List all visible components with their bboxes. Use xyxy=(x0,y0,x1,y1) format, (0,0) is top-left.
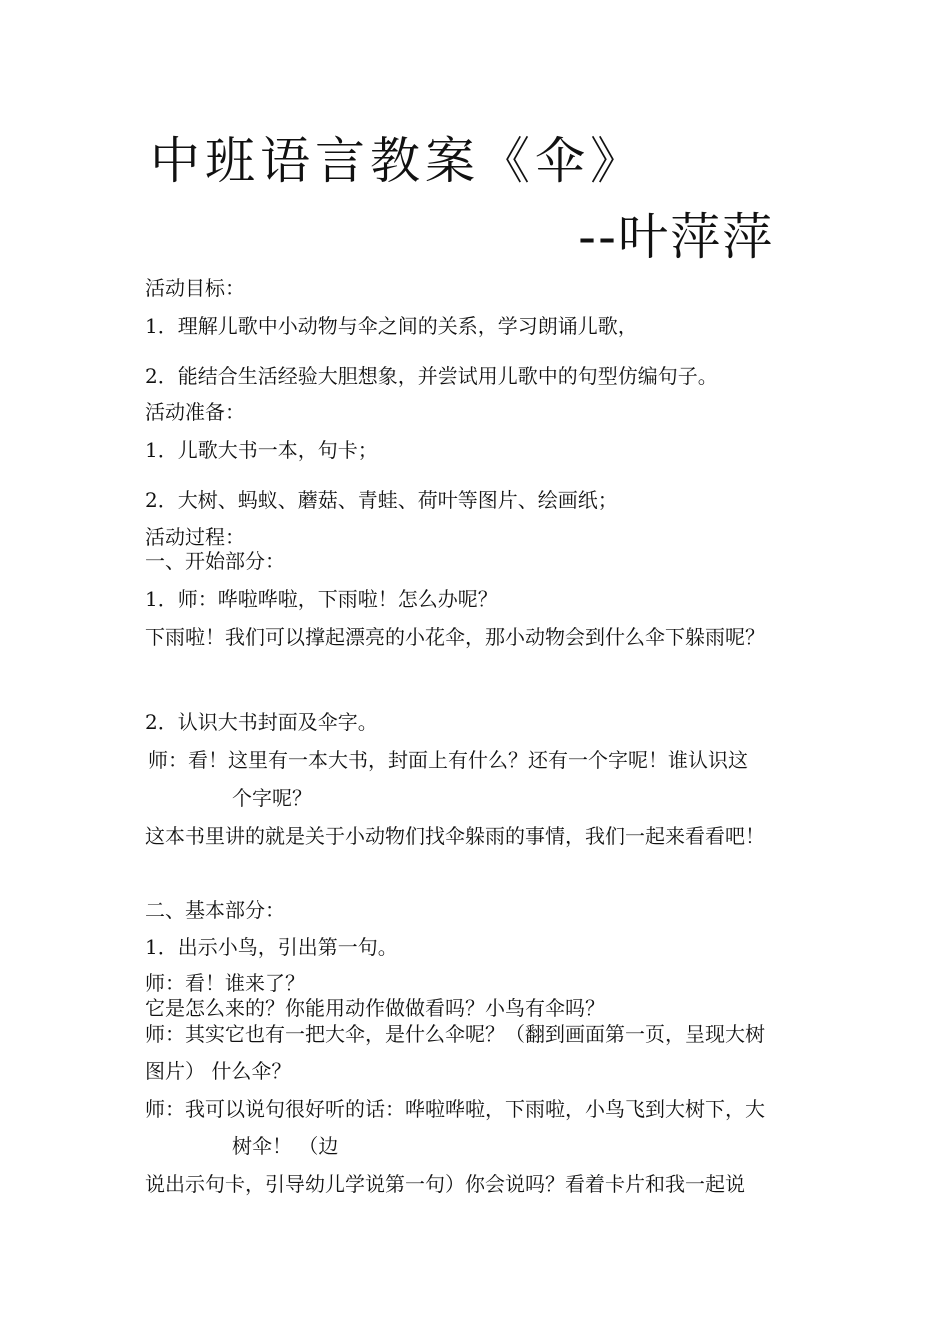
document-title: 中班语言教案《伞》 xyxy=(150,132,645,190)
part1-heading: 一、开始部分： xyxy=(145,549,285,573)
part1-line-1: 1．师：哗啦哗啦，下雨啦！怎么办呢？ xyxy=(145,587,498,611)
document-author: --叶萍萍 xyxy=(578,208,775,266)
part2-line-4a: 师：其实它也有一把大伞，是什么伞呢？（翻到画面第一页，呈现大树 xyxy=(145,1022,765,1046)
part1-line-4a: 师：看！这里有一本大书，封面上有什么？还有一个字呢！谁认识这 xyxy=(148,748,748,772)
part2-heading: 二、基本部分： xyxy=(145,898,285,922)
goals-heading: 活动目标： xyxy=(145,276,245,300)
part1-line-2: 下雨啦！我们可以撑起漂亮的小花伞，那小动物会到什么伞下躲雨呢？ xyxy=(145,625,765,649)
goal-item-2: 2．能结合生活经验大胆想象，并尝试用儿歌中的句型仿编句子。 xyxy=(145,364,718,388)
part1-line-5: 这本书里讲的就是关于小动物们找伞躲雨的事情，我们一起来看看吧！ xyxy=(145,824,765,848)
part2-line-2: 师：看！谁来了？ xyxy=(145,971,305,995)
part1-line-4b: 个字呢？ xyxy=(232,786,312,810)
part2-line-4b: 图片） 什么伞？ xyxy=(145,1059,292,1083)
process-heading: 活动过程： xyxy=(145,525,245,549)
part2-line-6: 说出示句卡，引导幼儿学说第一句）你会说吗？看着卡片和我一起说 xyxy=(145,1172,745,1196)
part1-line-3: 2．认识大书封面及伞字。 xyxy=(145,710,378,734)
part2-line-5b: 树伞！ （边 xyxy=(232,1134,339,1158)
part2-line-3: 它是怎么来的？你能用动作做做看吗？小鸟有伞吗？ xyxy=(145,996,605,1020)
part2-line-1: 1．出示小鸟，引出第一句。 xyxy=(145,935,398,959)
prep-item-1: 1．儿歌大书一本，句卡； xyxy=(145,438,378,462)
prep-item-2: 2．大树、蚂蚁、蘑菇、青蛙、荷叶等图片、绘画纸； xyxy=(145,488,618,512)
goal-item-1: 1．理解儿歌中小动物与伞之间的关系，学习朗诵儿歌， xyxy=(145,314,638,338)
prep-heading: 活动准备： xyxy=(145,400,245,424)
part2-line-5a: 师：我可以说句很好听的话：哗啦哗啦，下雨啦，小鸟飞到大树下，大 xyxy=(145,1097,765,1121)
